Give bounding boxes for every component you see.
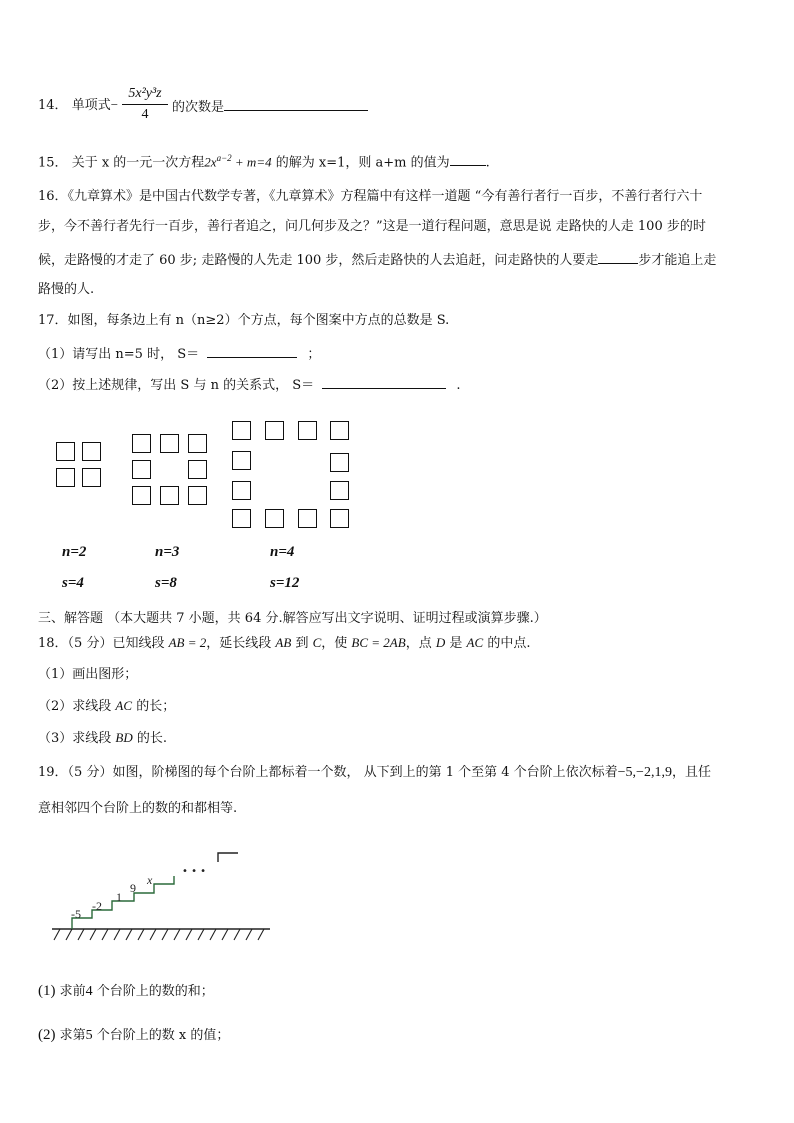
q19-sub-1-end: 个台阶上的数的和； xyxy=(96,984,214,999)
square-dot xyxy=(132,460,151,479)
q18-math: D xyxy=(435,635,446,650)
answer-blank[interactable] xyxy=(598,249,638,264)
question-16-line-2: 步，今不善行者先行一百步，善行者追之，问几何步及之？”这是一道行程问题，意思是说 走路快的人走 100 步的时 xyxy=(38,219,706,234)
q14-numerator: 5x²y³z xyxy=(128,86,162,101)
q18-text: ，点 xyxy=(405,636,432,651)
q15-suffix: 的解为 x=1，则 a+m 的值为 xyxy=(275,155,450,171)
question-19-line-1 xyxy=(38,764,711,782)
q15-equation-rest: + m=4 xyxy=(231,154,272,170)
square-dot xyxy=(160,434,179,453)
q19-sub-2-math: 5 xyxy=(85,1028,93,1043)
figure-label-s: s=12 xyxy=(270,575,300,591)
answer-blank[interactable] xyxy=(450,151,486,166)
square-dot xyxy=(330,481,349,500)
square-dot xyxy=(188,460,207,479)
q14-denominator: 4 xyxy=(141,107,149,122)
square-dot xyxy=(82,468,101,487)
square-dot xyxy=(265,509,284,528)
stair-label: -2 xyxy=(92,899,102,913)
stair-label: 9 xyxy=(130,881,136,895)
q17-sub-1-end: ； xyxy=(307,347,321,362)
q15-equation-base: 2x xyxy=(204,154,217,170)
square-dot xyxy=(232,509,251,528)
q14-number: 14． xyxy=(38,98,68,113)
figure-label-s: s=8 xyxy=(155,575,177,591)
q18-sub-1: （1）画出图形； xyxy=(38,667,138,682)
figure-label-n: n=2 xyxy=(62,544,87,560)
square-dot xyxy=(188,486,207,505)
q19-sub-2 xyxy=(38,1026,229,1045)
stairs-outline xyxy=(72,876,174,929)
square-dot xyxy=(232,481,251,500)
q14-fraction xyxy=(120,86,170,123)
q17-sub-2 xyxy=(38,374,461,395)
square-dot xyxy=(298,509,317,528)
q14-tail xyxy=(172,96,368,117)
q17-sub-2-text: （2）按上述规律，写出 S 与 n 的关系式， S＝ xyxy=(38,378,315,393)
answer-blank[interactable] xyxy=(224,96,368,111)
ellipsis-dots: • • • xyxy=(182,866,207,877)
q14-prefix: 单项式 xyxy=(71,98,111,113)
square-dot xyxy=(232,451,251,470)
stair-label: x xyxy=(147,873,153,887)
q15-end: . xyxy=(485,155,490,171)
section-heading: 三、解答题 （本大题共 7 小题，共 64 分.解答应写出文字说明、证明过程或演算步骤.） xyxy=(38,611,547,626)
q15-prefix: 关于 x 的一元一次方程 xyxy=(71,155,205,171)
q17-sub-1-text: （1）请写出 n=5 时， S＝ xyxy=(38,347,200,362)
q19-sub-2-marker: (2) xyxy=(38,1027,56,1043)
q16-line-3-end: 步才能追上走 xyxy=(638,253,717,268)
q14-suffix: 的次数是 xyxy=(172,100,225,115)
q19-sub-1-math: 4 xyxy=(85,984,93,999)
q18-text: ，延长线段 xyxy=(206,636,272,651)
q18-sub-2-text: （2）求线段 xyxy=(38,699,112,714)
question-19-line-2: 意相邻四个台阶上的数的和都相等. xyxy=(38,801,238,816)
q18-math: AB xyxy=(275,635,292,650)
stair-label: 1 xyxy=(116,890,122,904)
q19-text: ，且任 xyxy=(671,765,711,780)
answer-blank[interactable] xyxy=(207,343,297,358)
answer-blank[interactable] xyxy=(322,374,446,389)
q18-text: 到 xyxy=(295,636,309,651)
q19-sub-1-text: 求前 xyxy=(59,984,86,999)
question-18 xyxy=(38,634,530,653)
question-17: 17．如图，每条边上有 n（n≥2）个方点，每个图案中方点的总数是 S. xyxy=(38,313,450,328)
stairs-top xyxy=(218,853,238,862)
square-dot xyxy=(56,442,75,461)
square-dot xyxy=(188,434,207,453)
question-16-line-3 xyxy=(38,249,716,270)
q19-sub-1 xyxy=(38,982,214,1001)
square-dot xyxy=(132,434,151,453)
q19-math: −5,−2,1,9 xyxy=(617,765,672,780)
square-dot xyxy=(265,421,284,440)
q18-math: AC xyxy=(466,635,484,650)
q18-sub-3-end: 的长. xyxy=(136,731,168,746)
figure-label-n: n=4 xyxy=(270,544,295,560)
q18-sub-3-text: （3）求线段 xyxy=(38,731,112,746)
q14-minus: − xyxy=(110,97,119,112)
q19-text: 19．（5 分）如图，阶梯图的每个台阶上都标着一个数， 从下到上的第 1 个至第 4 个台阶上依次标着 xyxy=(38,765,618,780)
question-16-line-4: 路慢的人. xyxy=(38,282,95,297)
q18-math: C xyxy=(312,635,322,650)
figure-label-n: n=3 xyxy=(155,544,180,560)
q18-sub-2 xyxy=(38,697,175,716)
q18-math: AB = 2 xyxy=(168,635,207,650)
q18-text: 是 xyxy=(449,636,463,651)
square-dot xyxy=(232,421,251,440)
square-dot xyxy=(132,486,151,505)
square-dot xyxy=(82,442,101,461)
q15-number: 15． xyxy=(38,155,68,171)
square-dot xyxy=(330,421,349,440)
question-15 xyxy=(38,149,490,172)
q18-text: 的中点. xyxy=(487,636,531,651)
square-dot xyxy=(298,421,317,440)
q17-sub-2-end: . xyxy=(456,378,461,393)
q18-math: BC = 2AB xyxy=(351,635,406,650)
q18-sub-2-end: 的长； xyxy=(136,699,176,714)
square-dot xyxy=(330,453,349,472)
stair-label: -5 xyxy=(71,907,81,921)
q18-sub-3 xyxy=(38,729,167,748)
square-dot xyxy=(56,468,75,487)
q18-sub-2-math: AC xyxy=(115,698,133,713)
stairs-figure xyxy=(48,840,278,944)
q19-sub-2-text: 求第 xyxy=(59,1028,86,1043)
ground-hatching xyxy=(54,929,264,940)
square-dot xyxy=(330,509,349,528)
q19-sub-1-marker: (1) xyxy=(38,983,56,999)
q19-sub-2-end: 个台阶上的数 x 的值； xyxy=(96,1028,230,1043)
question-16-line-1: 16．《九章算术》是中国古代数学专著，《九章算术》方程篇中有这样一道题 “今有善行者行一百步，不善行者行六十 xyxy=(38,189,703,204)
question-14 xyxy=(38,96,118,115)
q18-text: 18．（5 分）已知线段 xyxy=(38,636,165,651)
q16-line-3-text: 候，走路慢的才走了 60 步; 走路慢的人先走 100 步，然后走路快的人去追赶，问走路快的人要走 xyxy=(38,253,599,268)
figure-label-s: s=4 xyxy=(62,575,84,591)
q18-sub-3-math: BD xyxy=(115,730,133,745)
square-dot xyxy=(160,486,179,505)
q17-sub-1 xyxy=(38,343,320,364)
q18-text: ，使 xyxy=(321,636,348,651)
fraction-bar xyxy=(122,104,168,105)
q15-equation-exponent: a−2 xyxy=(216,153,232,163)
